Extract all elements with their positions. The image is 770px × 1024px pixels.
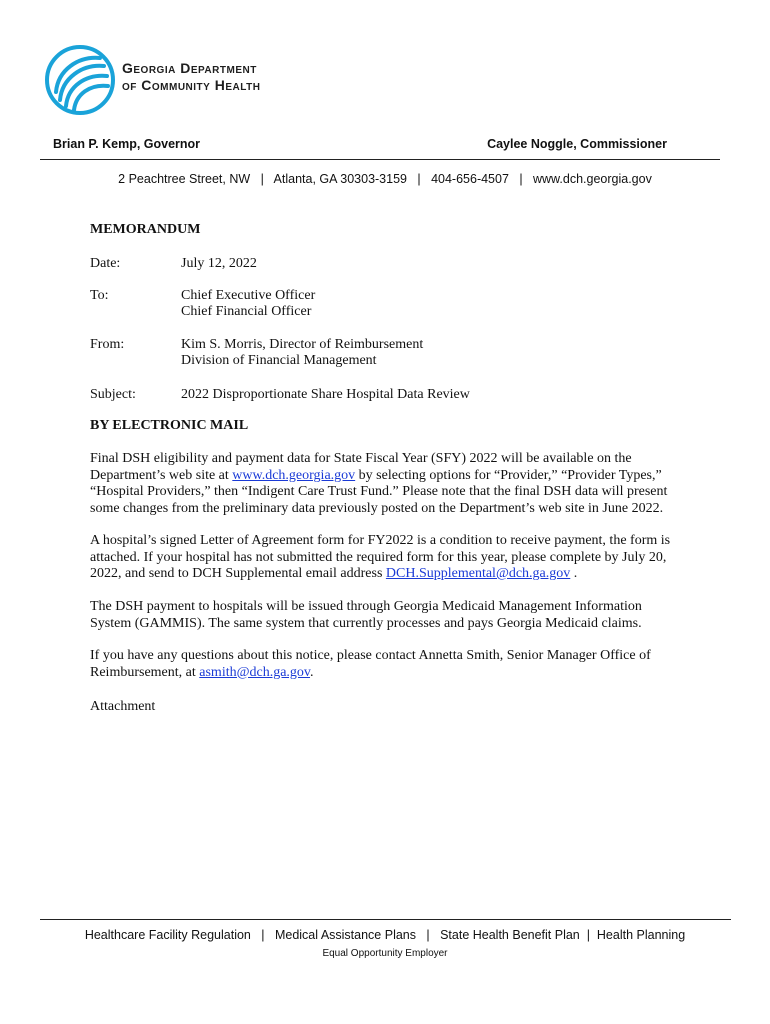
memo-title: MEMORANDUM	[90, 222, 201, 237]
to-label: To:	[90, 288, 109, 303]
governor-name: Brian P. Kemp, Governor	[53, 137, 201, 151]
commissioner-name: Caylee Noggle, Commissioner	[487, 137, 667, 151]
subject-value: 2022 Disproportionate Share Hospital Data Review	[181, 387, 470, 402]
paragraph-3: The DSH payment to hospitals will be issued through Georgia Medicaid Management Information System (GAMMIS). The same system that currently processes and pays Georgia Medicaid claims.	[90, 599, 642, 631]
from-division: Division of Financial Management	[181, 353, 377, 368]
to-recipient-2: Chief Financial Officer	[181, 304, 312, 319]
paragraph-4	[90, 648, 680, 681]
paragraph-2	[90, 533, 680, 583]
contact-email-link[interactable]: asmith@dch.ga.gov	[199, 664, 311, 680]
date-label: Date:	[90, 256, 121, 271]
subject-label: Subject:	[90, 387, 136, 402]
footer-divider	[40, 919, 731, 920]
paragraph-2-text-b: .	[570, 566, 578, 581]
address-line: 2 Peachtree Street, NW | Atlanta, GA 30303-3159 | 404-656-4507 | www.dch.georgia.gov	[118, 172, 652, 186]
dch-logo-icon	[44, 44, 116, 116]
paragraph-4-text-a: If you have any questions about this notice, please contact Annetta Smith, Senior Manager Office of Reimbursement, at	[90, 648, 651, 680]
org-name-line1: Georgia Department	[122, 60, 257, 76]
supplemental-email-link[interactable]: DCH.Supplemental@dch.ga.gov	[385, 566, 571, 581]
paragraph-2-text-a: A hospital’s signed Letter of Agreement form for FY2022 is a condition to receive payment, the form is attached. If your hospital has not submitted the required form for this year, please complete by July 20, 2022, and send to DCH Supplemental email address	[90, 533, 671, 581]
attachment-note: Attachment	[90, 699, 156, 714]
from-sender: Kim S. Morris, Director of Reimbursement	[181, 337, 424, 352]
equal-opportunity-employer: Equal Opportunity Employer	[322, 948, 448, 959]
date-value: July 12, 2022	[181, 256, 257, 271]
footer-divisions: Healthcare Facility Regulation | Medical Assistance Plans | State Health Benefit Plan | Health Planning	[84, 928, 686, 942]
paragraph-1	[90, 451, 680, 517]
dch-website-link[interactable]: www.dch.georgia.gov	[232, 467, 356, 483]
paragraph-4-text-b: .	[310, 664, 314, 680]
paragraph-1-text-b: by selecting options for “Provider,” “Provider Types,” “Hospital Providers,” then “Indigent Care Trust Fund.” Please note that the final DSH data will present some changes from the preliminary data previously posted on the Department’s web site in June 2022.	[90, 467, 668, 516]
header-divider	[40, 159, 720, 160]
to-recipient-1: Chief Executive Officer	[181, 288, 316, 303]
paragraph-1-text-a: Final DSH eligibility and payment data for State Fiscal Year (SFY) 2022 will be available on the Department’s web site at	[90, 451, 632, 483]
org-name-line2: of Community Health	[122, 77, 261, 93]
delivery-method: BY ELECTRONIC MAIL	[90, 418, 249, 433]
from-label: From:	[90, 337, 125, 352]
